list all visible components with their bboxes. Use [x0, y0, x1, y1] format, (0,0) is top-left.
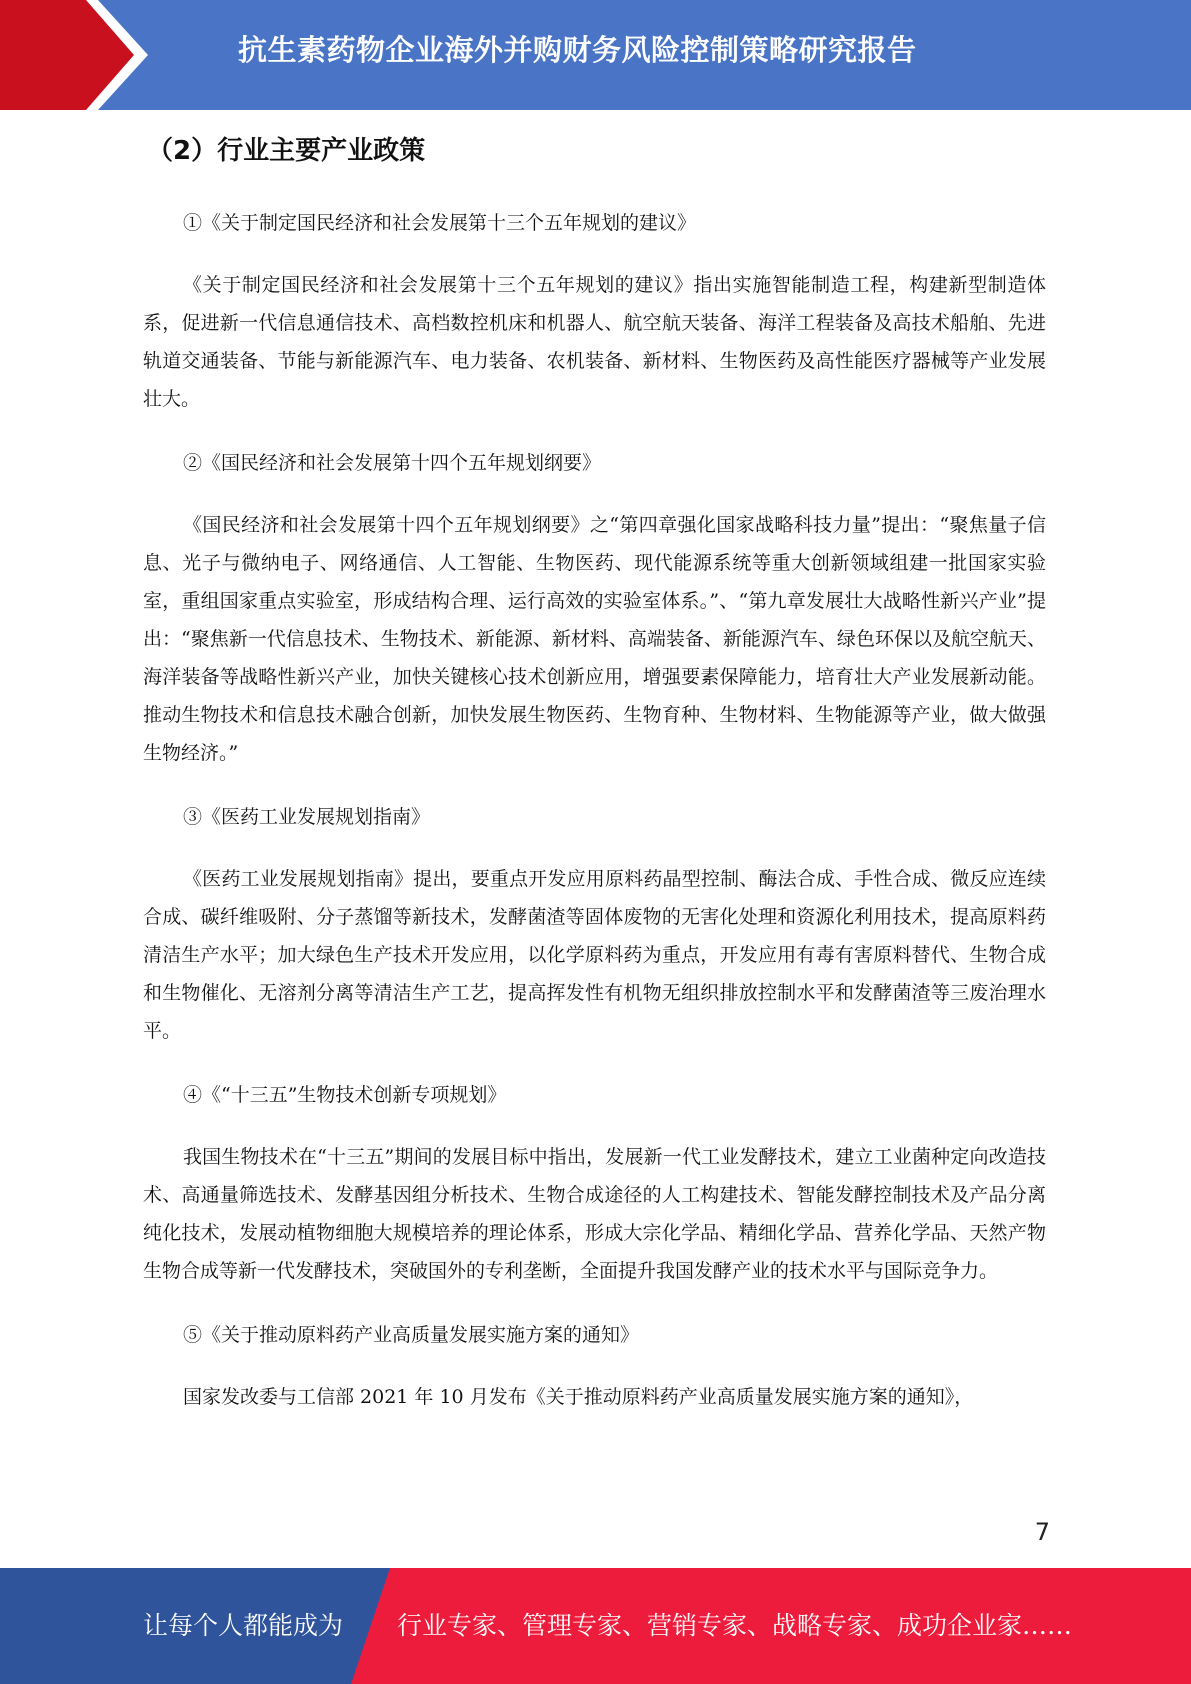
header-arrow-decoration	[0, 0, 160, 110]
policy-paragraph-5: 国家发改委与工信部 2021 年 10 月发布《关于推动原料药产业高质量发展实施方案的通知》，	[183, 1386, 974, 1408]
section-heading: （2）行业主要产业政策	[147, 136, 426, 166]
policy-title-5: ⑤《关于推动原料药产业高质量发展实施方案的通知》	[183, 1324, 640, 1346]
footer-banner	[0, 1568, 1191, 1684]
report-title: 抗生素药物企业海外并购财务风险控制策略研究报告	[238, 33, 917, 67]
policy-title-2: ②《国民经济和社会发展第十四个五年规划纲要》	[183, 452, 602, 474]
policy-paragraph-4: 我国生物技术在“十三五”期间的发展目标中指出，发展新一代工业发酵技术，建立工业菌种定向改造技术、高通量筛选技术、发酵基因组分析技术、生物合成途径的人工构建技术、智能发酵控制技术及产品分离纯化技术，发展动植物细胞大规模培养的理论体系，形成大宗化学品、精细化学品、营养化学品、天然产物生物合成等新一代发酵技术，突破国外的专利垄断，全面提升我国发酵产业的技术水平与国际竞争力。	[143, 1146, 1046, 1282]
document-body	[143, 128, 1046, 1416]
header-banner	[0, 0, 1191, 110]
policy-title-1: ①《关于制定国民经济和社会发展第十三个五年规划的建议》	[183, 212, 697, 234]
policy-title-3: ③《医药工业发展规划指南》	[183, 806, 431, 828]
page-number: 7	[1034, 1518, 1050, 1546]
policy-paragraph-1: 《关于制定国民经济和社会发展第十三个五年规划的建议》指出实施智能制造工程，构建新型制造体系，促进新一代信息通信技术、高档数控机床和机器人、航空航天装备、海洋工程装备及高技术船舶、先进轨道交通装备、节能与新能源汽车、电力装备、农机装备、新材料、生物医药及高性能医疗器械等产业发展壮大。	[143, 274, 1046, 410]
footer-slogan-right: 行业专家、管理专家、营销专家、战略专家、成功企业家……	[397, 1611, 1073, 1640]
policy-paragraph-3: 《医药工业发展规划指南》提出，要重点开发应用原料药晶型控制、酶法合成、手性合成、微反应连续合成、碳纤维吸附、分子蒸馏等新技术，发酵菌渣等固体废物的无害化处理和资源化利用技术，提高原料药清洁生产水平；加大绿色生产技术开发应用，以化学原料药为重点，开发应用有毒有害原料替代、生物合成和生物催化、无溶剂分离等清洁生产工艺，提高挥发性有机物无组织排放控制水平和发酵菌渣等三废治理水平。	[143, 868, 1046, 1042]
footer-slogan-left: 让每个人都能成为	[143, 1611, 344, 1640]
policy-paragraph-2: 《国民经济和社会发展第十四个五年规划纲要》之“第四章强化国家战略科技力量”提出：“聚焦量子信息、光子与微纳电子、网络通信、人工智能、生物医药、现代能源系统等重大创新领域组建一批国家实验室，重组国家重点实验室，形成结构合理、运行高效的实验室体系。”、“第九章发展壮大战略性新兴产业”提出：“聚焦新一代信息技术、生物技术、新能源、新材料、高端装备、新能源汽车、绿色环保以及航空航天、海洋装备等战略性新兴产业，加快关键核心技术创新应用，增强要素保障能力，培育壮大产业发展新动能。推动生物技术和信息技术融合创新，加快发展生物医药、生物育种、生物材料、生物能源等产业，做大做强生物经济。”	[143, 514, 1046, 764]
policy-title-4: ④《“十三五”生物技术创新专项规划》	[183, 1084, 507, 1106]
